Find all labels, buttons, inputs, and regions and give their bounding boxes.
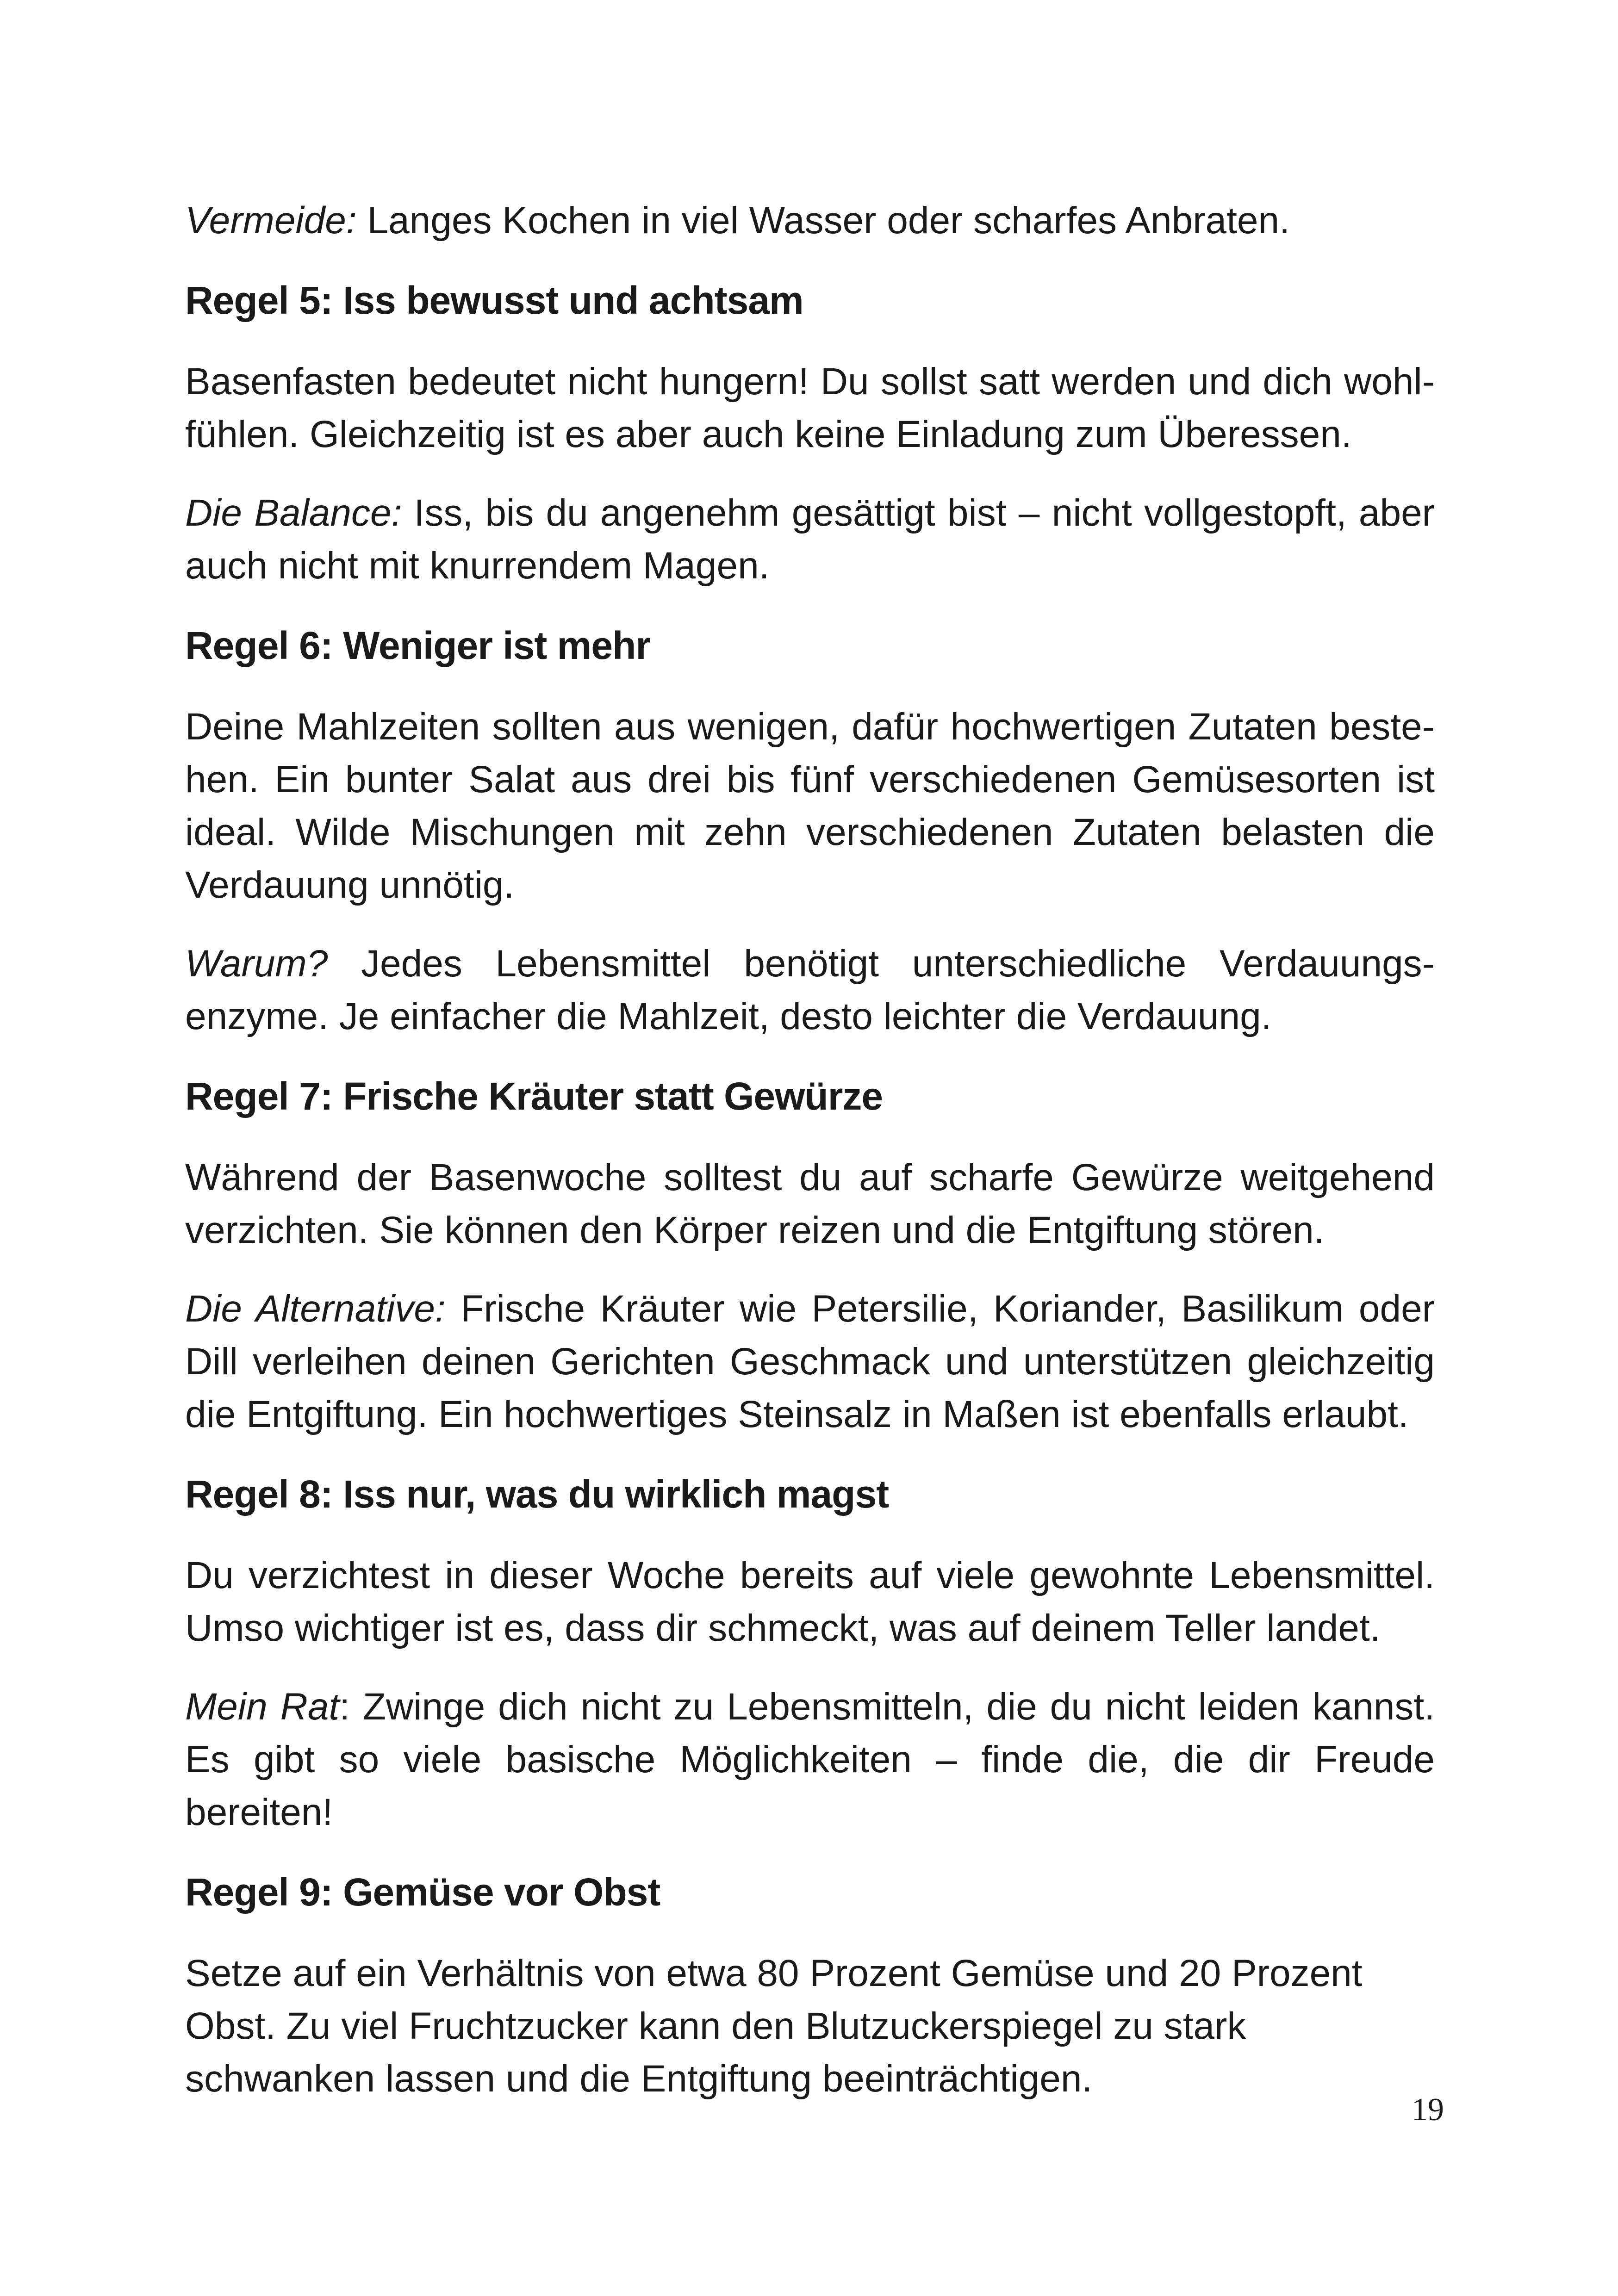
heading-rule-5: Regel 5: Iss bewusst und achtsam [185,279,803,322]
lead-in-warum: Warum? [185,943,328,985]
lead-in-vermeide: Vermeide: [185,199,357,242]
paragraph-text: Basenfasten bedeutet nicht hungern! Du sollst satt werden und dich wohlfühlen. Gleichzeitig ist es aber auch keine Einladung zum Überessen. [185,360,1435,455]
paragraph-rule-6-why [185,937,1435,1043]
paragraph-rule-5-intro [185,355,1435,461]
lead-in-die-balance: Die Balance: [185,492,402,534]
paragraph-text: Iss, bis du angenehm gesättigt bist – nicht vollgestopft, aber auch nicht mit knurrendem Magen. [185,492,1435,587]
paragraph-rule-9-intro [185,1947,1435,2105]
paragraph-rule-8-intro [185,1549,1435,1655]
paragraph-text: : Zwinge dich nicht zu Lebensmitteln, die du nicht leiden kannst. Es gibt so viele basische Möglichkeiten – finde die, die dir Freude bereiten! [185,1686,1435,1833]
heading-rule-7: Regel 7: Frische Kräuter statt Gewürze [185,1074,883,1118]
heading-rule-6: Regel 6: Weniger ist mehr [185,624,651,667]
paragraph-text: Frische Kräuter wie Petersilie, Koriander, Basilikum oder Dill verleihen deinen Gerichten Geschmack und unterstützen gleichzeitig die Entgiftung. Ein hochwertiges Steinsalz in Maßen ist ebenfalls erlaubt. [185,1288,1435,1435]
page-content [185,194,1435,2131]
paragraph-text: Langes Kochen in viel Wasser oder scharfes Anbraten. [356,199,1290,242]
heading-rule-8: Regel 8: Iss nur, was du wirklich magst [185,1472,889,1516]
paragraph-text: Während der Basenwoche solltest du auf scharfe Gewürze weitgehend verzichten. Sie können den Körper reizen und die Entgiftung stören. [185,1156,1435,1251]
paragraph-rule-5-balance [185,487,1435,592]
page-number: 19 [1412,2092,1444,2128]
paragraph-text: Deine Mahlzeiten sollten aus wenigen, dafür hochwertigen Zutaten bestehen. Ein bunter Salat aus drei bis fünf verschiedenen Gemüsesorten ist ideal. Wilde Mischungen mit zehn verschiedenen Zutaten belasten die Verdauung unnötig. [185,706,1435,906]
paragraph-rule-7-alternative [185,1283,1435,1441]
paragraph-text: Setze auf ein Verhältnis von etwa 80 Prozent Gemüse und 20 Prozent Obst. Zu viel Fruchtzucker kann den Blutzuckerspiegel zu stark schwanken lassen und die Entgiftung beeinträchtigen. [185,1952,1363,2100]
heading-rule-9: Regel 9: Gemüse vor Obst [185,1870,660,1914]
paragraph-rule-6-intro [185,701,1435,912]
lead-in-die-alternative: Die Alternative: [185,1288,446,1330]
paragraph-rule-8-advice [185,1681,1435,1839]
paragraph-avoid-cooking [185,194,1435,247]
lead-in-mein-rat: Mein Rat [185,1686,340,1728]
paragraph-text: Du verzichtest in dieser Woche bereits auf viele gewohnte Lebensmittel. Umso wichtiger ist es, dass dir schmeckt, was auf deinem Teller landet. [185,1554,1435,1649]
paragraph-text: Jedes Lebensmittel benötigt unterschiedliche Verdauungsenzyme. Je einfacher die Mahlzeit, desto leichter die Verdauung. [185,943,1435,1037]
paragraph-rule-7-intro [185,1151,1435,1257]
